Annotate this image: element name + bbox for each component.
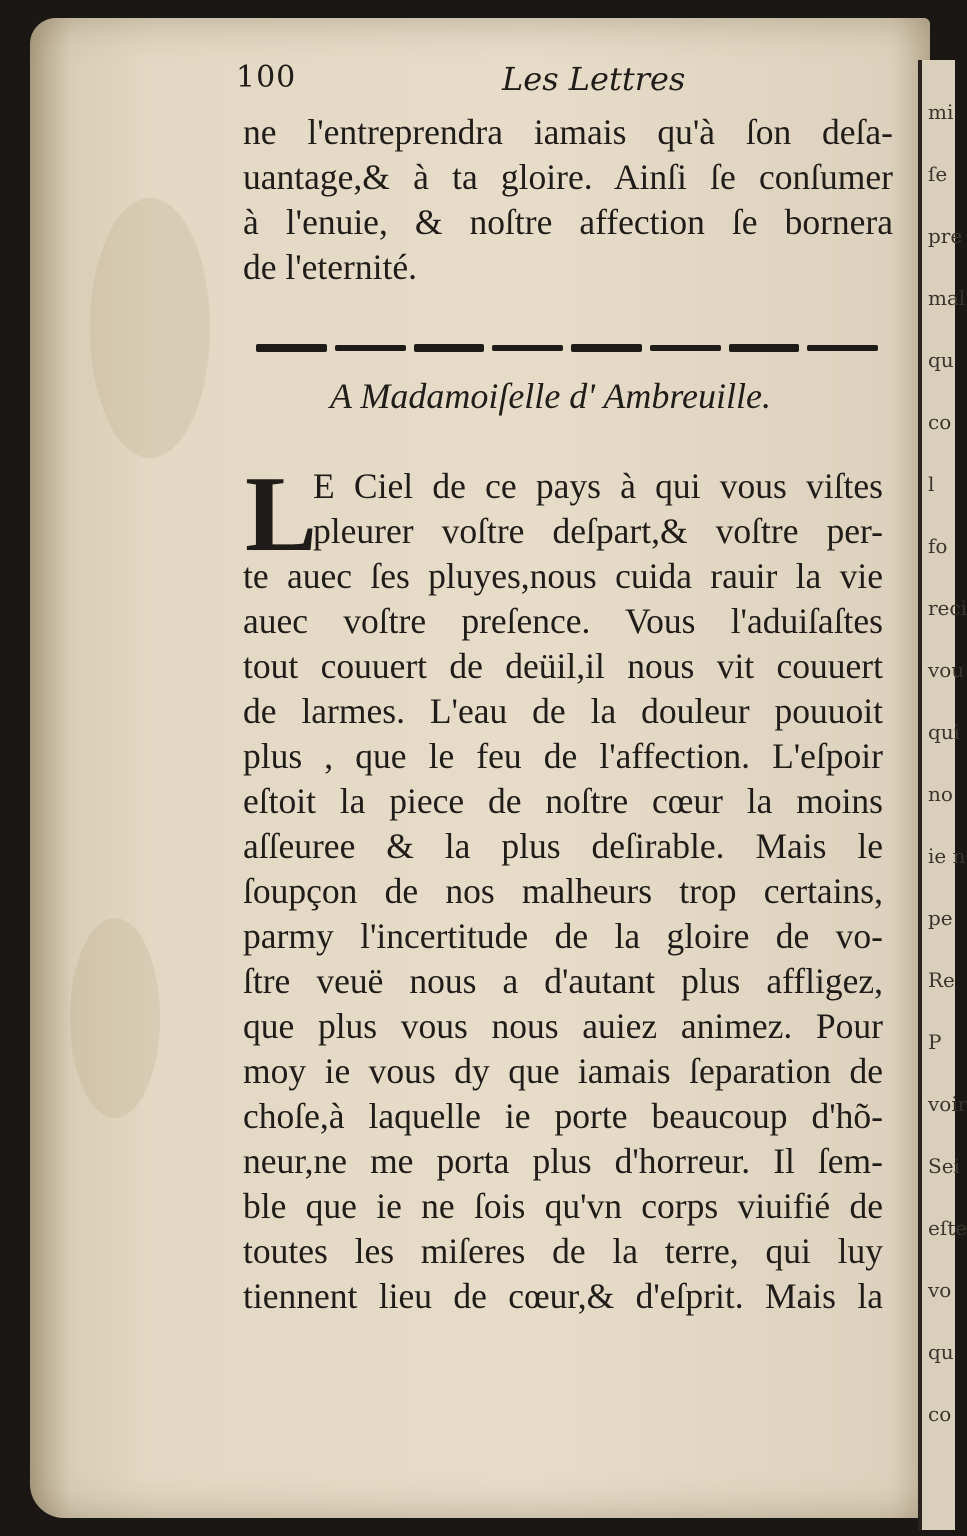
facing-page-fragment: Sei (928, 1154, 960, 1178)
letter-title: A Madamoiſelle d' Ambreuille. (330, 376, 771, 416)
text-line: plus , que le feu de l'affection. L'eſpoir (243, 736, 883, 776)
text-line: aſſeuree & la plus deſirable. Mais le (243, 826, 883, 866)
facing-page-fragment: voir (928, 1092, 967, 1116)
facing-page-fragment: qu (928, 1340, 954, 1364)
previous-letter-ending (243, 110, 893, 290)
facing-page-fragment: eſte (928, 1216, 967, 1240)
letter-body (243, 455, 883, 1319)
text-line: ne l'entreprendra iamais qu'à ſon deſa- (243, 112, 893, 152)
facing-page-fragment: mal (928, 286, 966, 310)
facing-page-fragment: pe (928, 906, 953, 930)
divider-segment (729, 344, 800, 352)
text-line: à l'enuie, & noſtre affection ſe bornera (243, 202, 893, 242)
text-line: ble que ie ne ſois qu'vn corps viuifié de (243, 1186, 883, 1226)
text-line: ſoupçon de nos malheurs trop certains, (243, 871, 883, 911)
divider-segment (807, 345, 878, 351)
divider-segment (650, 345, 721, 351)
drop-cap: L (245, 455, 318, 574)
facing-page-fragment: vou (928, 658, 965, 682)
facing-page-fragment: ie n (928, 844, 966, 868)
page-number: 100 (236, 60, 297, 95)
facing-page-fragment: ſe (928, 162, 948, 186)
text-line: moy ie vous dy que iamais ſeparation de (243, 1051, 883, 1091)
facing-page-fragment: Re (928, 968, 955, 992)
text-line: uantage,& à ta gloire. Ainſi ſe conſumer (243, 157, 893, 197)
text-line: auec voſtre preſence. Vous l'aduiſaſtes (243, 601, 883, 641)
facing-page-fragment: mi (928, 100, 954, 124)
text-line: tiennent lieu de cœur,& d'eſprit. Mais la (243, 1276, 883, 1316)
section-divider (256, 344, 878, 354)
text-line: de l'eternité. (243, 247, 417, 287)
text-line: E Ciel de ce pays à qui vous viſtes (313, 466, 883, 506)
page-header (236, 60, 876, 100)
facing-page-fragment: co (928, 1402, 952, 1426)
facing-page (918, 60, 967, 1530)
paper-stain (70, 918, 160, 1118)
divider-segment (256, 344, 327, 352)
text-line: parmy l'incertitude de la gloire de vo- (243, 916, 883, 956)
text-line: te auec ſes pluyes,nous cuida rauir la vie (243, 556, 883, 596)
facing-page-fragment: vo (928, 1278, 952, 1302)
text-line: toutes les miſeres de la terre, qui luy (243, 1231, 883, 1271)
text-line: pleurer voſtre deſpart,& voſtre per- (313, 511, 883, 551)
facing-page-fragment: P (928, 1030, 942, 1054)
facing-page-fragment: qui (928, 720, 961, 744)
text-line: eſtoit la piece de noſtre cœur la moins (243, 781, 883, 821)
text-line: ſtre veuë nous a d'autant plus affligez, (243, 961, 883, 1001)
facing-page-fragment: co (928, 410, 952, 434)
divider-segment (414, 344, 485, 352)
text-line: tout couuert de deüil,il nous vit couuert (243, 646, 883, 686)
divider-segment (492, 345, 563, 351)
facing-page-fragment: pre (928, 224, 963, 248)
facing-page-fragment: qu (928, 348, 954, 372)
text-line: que plus vous nous auiez animez. Pour (243, 1006, 883, 1046)
text-line: de larmes. L'eau de la douleur pouuoit (243, 691, 883, 731)
paper-stain (90, 198, 210, 458)
running-title: Les Lettres (502, 60, 686, 98)
facing-page-fragment: no (928, 782, 953, 806)
facing-page-fragment: fo (928, 534, 948, 558)
text-line: neur,ne me porta plus d'horreur. Il ſem- (243, 1141, 883, 1181)
text-line: choſe,à laquelle ie porte beaucoup d'hõ- (243, 1096, 883, 1136)
facing-page-fragment: l (928, 472, 935, 496)
facing-page-fragment: reci (928, 596, 967, 620)
divider-segment (571, 344, 642, 352)
divider-segment (335, 345, 406, 351)
